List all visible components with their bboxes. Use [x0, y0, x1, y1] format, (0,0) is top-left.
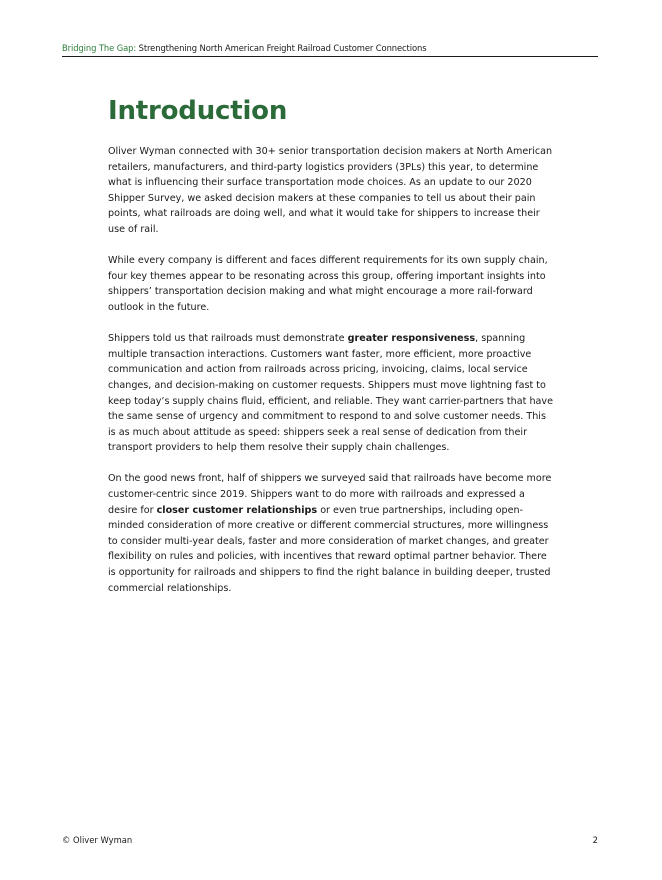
header-series-label: Bridging The Gap:	[62, 43, 137, 53]
paragraph-4-text-end: or even true partnerships, including open-minded consideration of more creative or different commercial structures, more willingness to consider multi-year deals, faster and more consideration of market changes, and greater flexibility on rules and policies, with incentives that reward optimal partner behavior. There is opportunity for railroads and shippers to find the right balance in building deeper, trusted commercial relationships.	[108, 504, 551, 594]
paragraph-4	[108, 471, 556, 596]
header-document-title: Strengthening North American Freight Railroad Customer Connections	[136, 43, 427, 53]
paragraph-1: Oliver Wyman connected with 30+ senior transportation decision makers at North American retailers, manufacturers, and third-party logistics providers (3PLs) this year, to determine what is influencing their surface transportation mode choices. As an update to our 2020 Shipper Survey, we asked decision makers at these companies to tell us about their pain points, what railroads are doing well, and what it would take for shippers to increase their use of rail.	[108, 146, 553, 235]
paragraph-3-text-start: Shippers told us that railroads must demonstrate	[108, 333, 348, 345]
paragraph-4-text-start: On the good news front, half of shippers we surveyed said that railroads have become more customer-centric since 2019. Shippers want to do more with railroads and expressed a desire for	[108, 473, 552, 516]
body-text	[108, 144, 556, 612]
paragraph-3-text-end: , spanning multiple transaction interactions. Customers want faster, more efficient, more proactive communication and action from railroads across pricing, invoicing, claims, local service changes, and decision-making on customer requests. Shippers must move lightning fast to keep today’s supply chains fluid, efficient, and reliable. They want carrier-partners that have the same sense of urgency and commitment to respond to and solve customer needs. This is as much about attitude as speed: shippers seek a real sense of dedication from their transport providers to help them resolve their supply chain challenges.	[108, 333, 553, 454]
emphasis-closer-customer-relationships: closer customer relationships	[156, 504, 318, 516]
running-header	[62, 42, 598, 54]
footer-copyright: © Oliver Wyman	[62, 835, 133, 845]
paragraph-3	[108, 331, 556, 456]
emphasis-greater-responsiveness: greater responsiveness	[347, 333, 476, 345]
paragraph-2: While every company is different and faces different requirements for its own supply chain, four key themes appear to be resonating across this group, offering important insights into shippers’ transportation decision making and what might encourage a more rail-forward outlook in the future.	[108, 255, 548, 313]
header-divider	[62, 56, 598, 57]
page-title: Introduction	[108, 96, 288, 126]
page-number: 2	[592, 835, 598, 845]
